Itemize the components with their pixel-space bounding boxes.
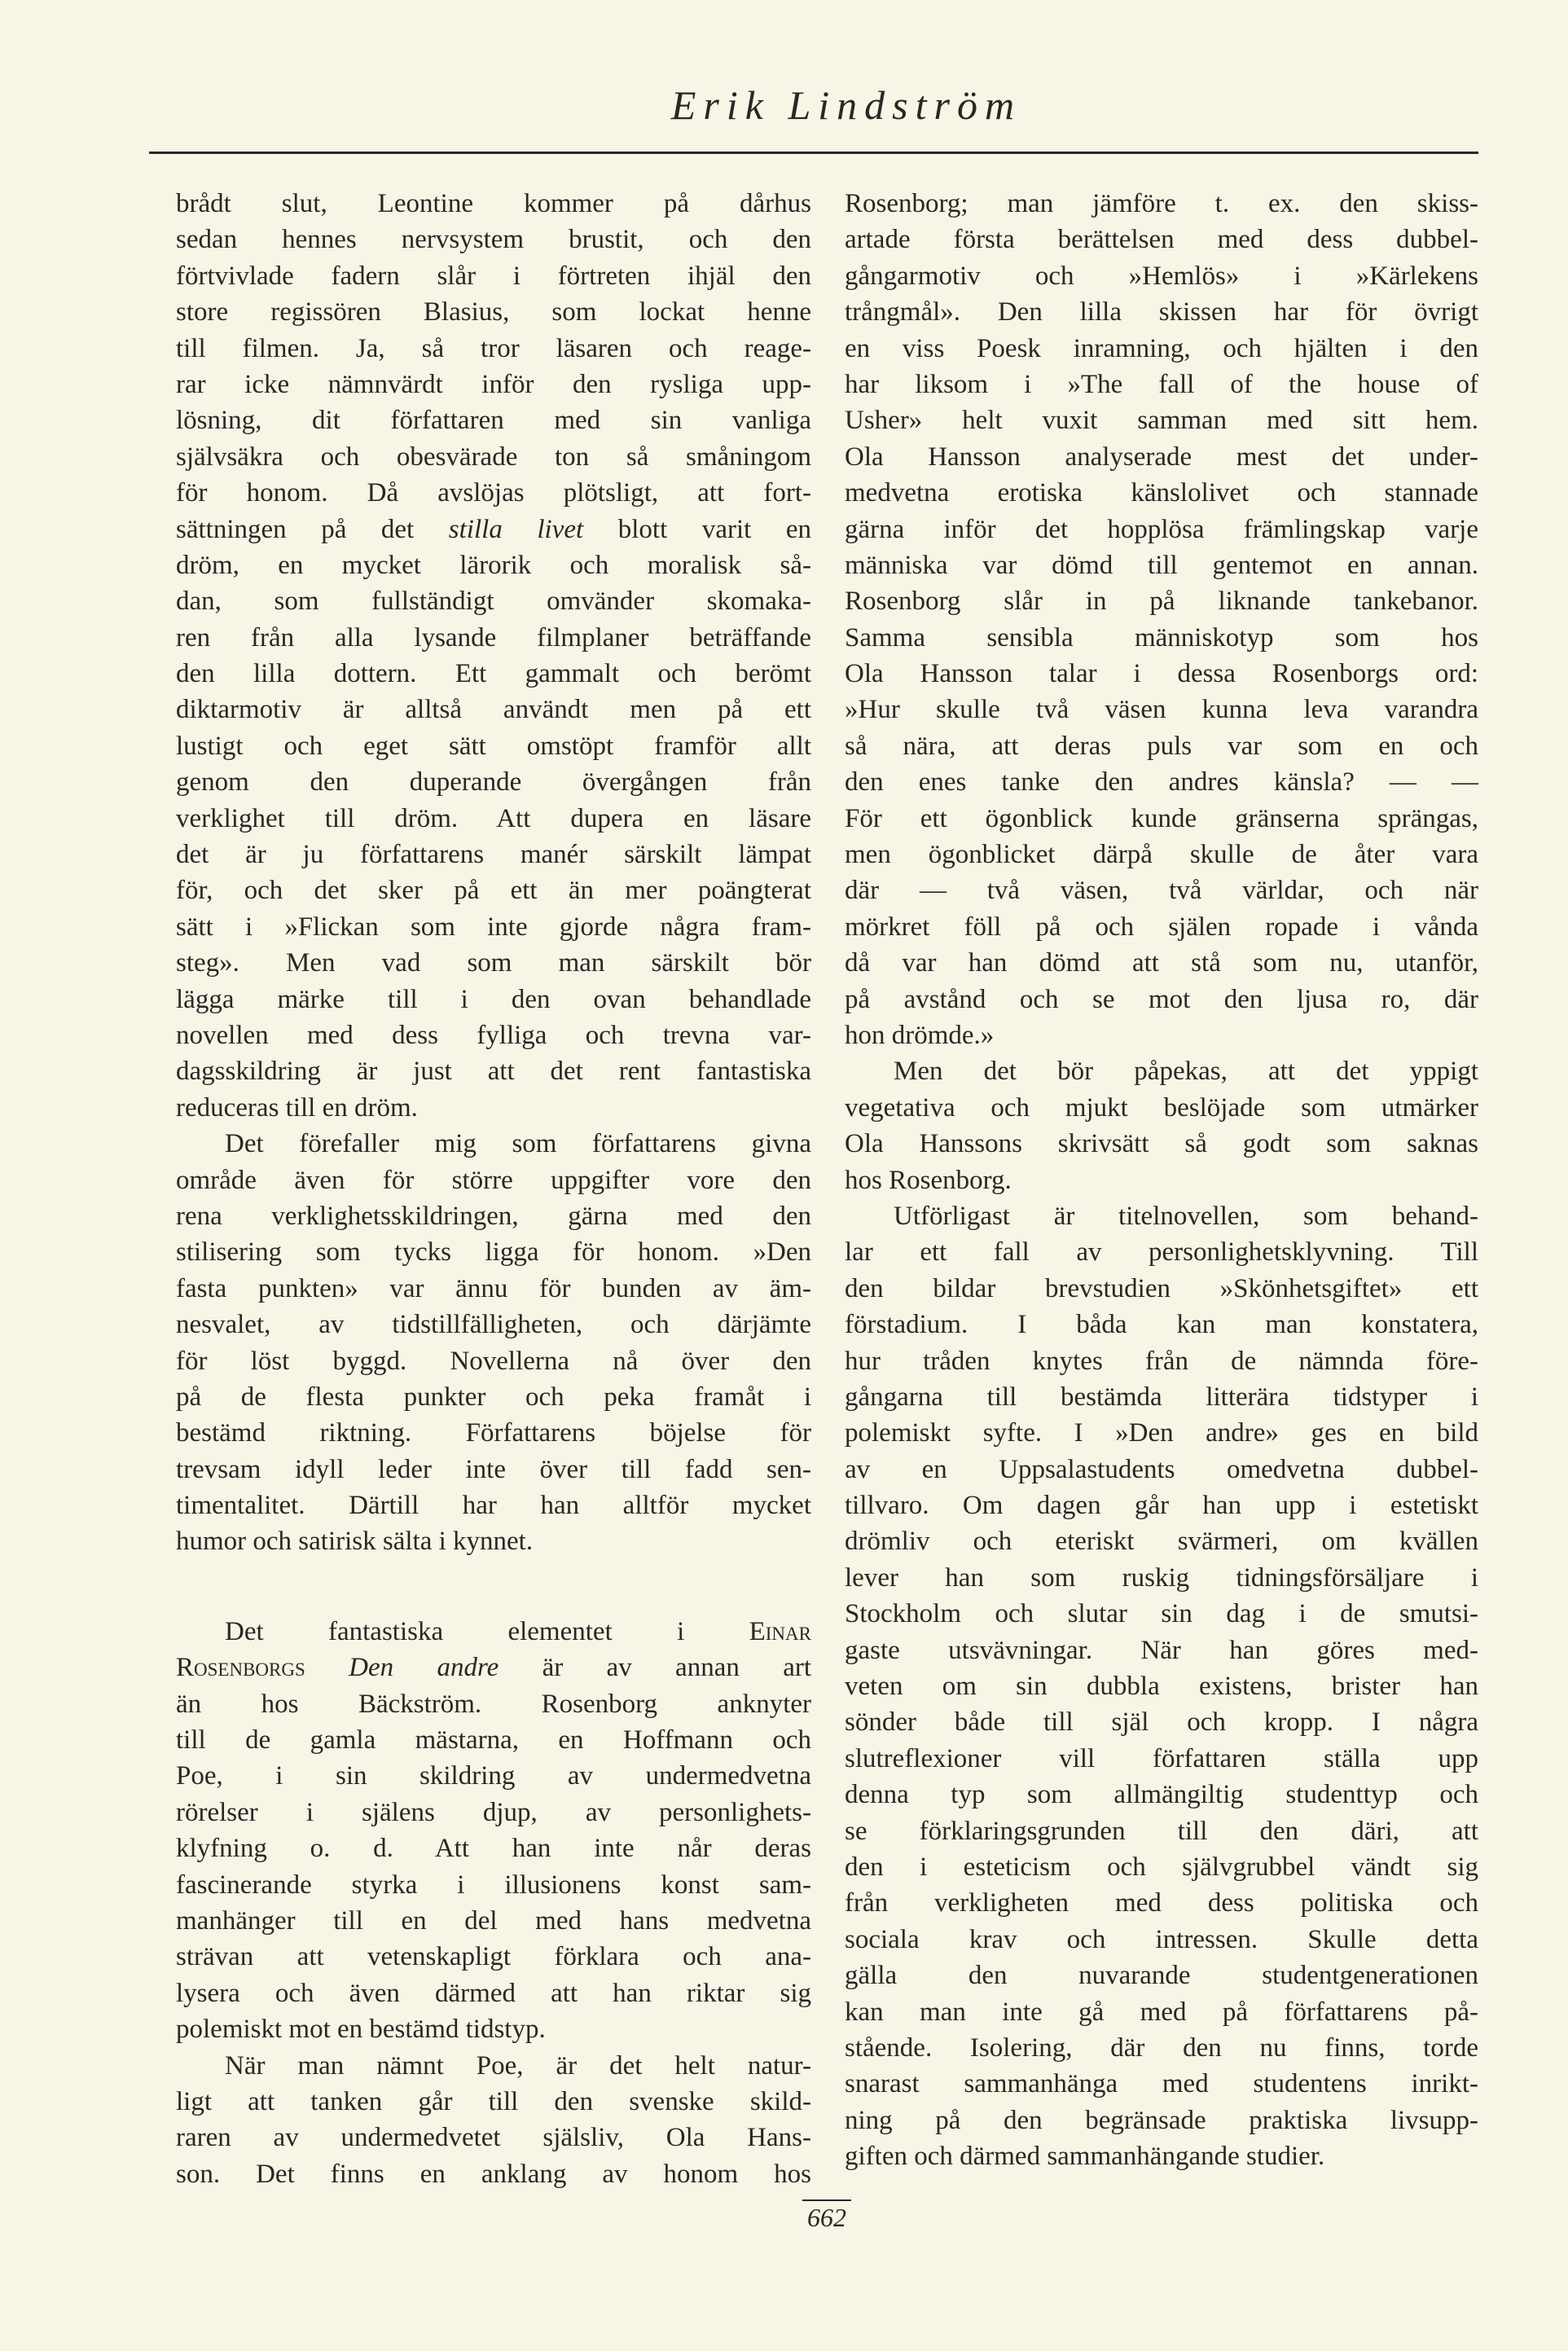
text-line: fasta punkten» var ännu för bunden av äm- (176, 1273, 811, 1303)
text-line: självsäkra och obesvärade ton så småningom (176, 442, 811, 472)
text-line: lar ett fall av personlighetsklyvning. Till (845, 1237, 1478, 1268)
text-line: ligt att tanken går till den svenske skild- (176, 2086, 811, 2116)
text-line: genom den duperande övergången från (176, 767, 811, 798)
text-run: Det fantastiska elementet i (225, 1616, 749, 1646)
text-line: Ola Hansson talar i dessa Rosenborgs ord: (845, 659, 1478, 689)
text-line: till de gamla mästarna, en Hoffmann och (176, 1725, 811, 1756)
text-line: lever han som ruskig tidningsförsäljare i (845, 1562, 1478, 1593)
text-line: dagsskildring är just att det rent fantastiska (176, 1057, 811, 1087)
text-line: diktarmotiv är alltså användt men på ett (176, 695, 811, 725)
text-line: gärna inför det hopplösa främlingskap varje (845, 514, 1478, 544)
text-run: blott varit en (583, 514, 811, 544)
text-line: drömliv och eteriskt svärmeri, om kvällen (845, 1527, 1478, 1557)
text-line: ren från alla lysande filmplaner beträffande (176, 622, 811, 653)
right-column (845, 186, 1478, 2174)
text-line: slutreflexioner vill författaren ställa upp (845, 1743, 1478, 1773)
text-line: gälla den nuvarande studentgenerationen (845, 1961, 1478, 1991)
text-line (176, 512, 811, 547)
text-line: lysera och även därmed att han riktar sig (176, 1978, 811, 2008)
text-line: där — två väsen, två världar, och när (845, 876, 1478, 906)
text-line: »Hur skulle två väsen kunna leva varandra (845, 695, 1478, 725)
text-line: gångarna till bestämda litterära tidstyper i (845, 1382, 1478, 1412)
text-line: rar icke nämnvärdt inför den rysliga upp- (176, 369, 811, 399)
text-line: dan, som fullständigt omvänder skomaka- (176, 587, 811, 617)
text-line: den bildar brevstudien »Skönhetsgiftet» ett (845, 1273, 1478, 1303)
text-line: rena verklighetsskildringen, gärna med den (176, 1201, 811, 1231)
text-line: kan man inte gå med på författarens på- (845, 1997, 1478, 2027)
text-line: Poe, i sin skildring av undermedvetna (176, 1761, 811, 1791)
italic-title: stilla livet (448, 514, 584, 544)
text-run: är av annan art (499, 1653, 811, 1683)
text-line: Ola Hansson analyserade mest det under- (845, 442, 1478, 472)
text-line: strävan att vetenskapligt förklara och ana- (176, 1942, 811, 1972)
text-line: Stockholm och slutar sin dag i de smutsi- (845, 1599, 1478, 1629)
text-line: reduceras till en dröm. (176, 1092, 418, 1123)
text-line: från verkligheten med dess politiska och (845, 1888, 1478, 1918)
text-line: veten om sin dubbla existens, brister han (845, 1672, 1478, 1702)
text-line: klyfning o. d. Att han inte når deras (176, 1834, 811, 1864)
small-caps-name: Einar (749, 1616, 811, 1646)
text-line (176, 1614, 811, 1650)
text-line: sätt i »Flickan som inte gjorde några fram- (176, 912, 811, 942)
text-line: rörelser i själens djup, av personlighets- (176, 1797, 811, 1827)
text-line: nesvalet, av tidstillfälligheten, och därjämte (176, 1310, 811, 1340)
text-line: fascinerande styrka i illusionens konst sam- (176, 1870, 811, 1900)
text-line: av en Uppsalastudents omedvetna dubbel- (845, 1454, 1478, 1484)
text-line: det är ju författarens manér särskilt lämpat (176, 840, 811, 870)
text-run (305, 1653, 349, 1682)
text-line: förstadium. I båda kan man konstatera, (845, 1310, 1478, 1340)
text-line: novellen med dess fylliga och trevna var- (176, 1020, 811, 1050)
text-line: bestämd riktning. Författarens böjelse för (176, 1418, 811, 1448)
text-line: store regissören Blasius, som lockat henne (176, 297, 811, 327)
text-line: stilisering som tycks ligga för honom. »Den (176, 1237, 811, 1268)
text-line: manhänger till en del med hans medvetna (176, 1905, 811, 1936)
text-line: den enes tanke den andres känsla? — — (845, 767, 1478, 798)
text-line: den lilla dottern. Ett gammalt och berömt (176, 659, 811, 689)
text-line: på avstånd och se mot den ljusa ro, där (845, 984, 1478, 1014)
text-line: vegetativa och mjukt beslöjade som utmärker (845, 1092, 1478, 1123)
text-line: Samma sensibla människotyp som hos (845, 622, 1478, 653)
text-line: steg». Men vad som man särskilt bör (176, 948, 811, 978)
text-line: gaste utsvävningar. När han göres med- (845, 1635, 1478, 1665)
text-line: människa var dömd till gentemot en annan. (845, 550, 1478, 580)
paragraph-gap (176, 1560, 811, 1614)
text-line: raren av undermedvetet själsliv, Ola Hans- (176, 2123, 811, 2153)
text-line: gångarmotiv och »Hemlös» i »Kärlekens (845, 261, 1478, 291)
text-line: Usher» helt vuxit samman med sitt hem. (845, 406, 1478, 436)
text-line: artade första berättelsen med dess dubbel- (845, 225, 1478, 255)
text-line: giften och därmed sammanhängande studier. (845, 2142, 1325, 2172)
text-run: sättningen på det (176, 514, 449, 544)
text-line: sedan hennes nervsystem brustit, och den (176, 225, 811, 255)
text-line: timentalitet. Därtill har han alltför mycket (176, 1491, 811, 1521)
text-line: för honom. Då avslöjas plötsligt, att fort- (176, 478, 811, 508)
text-line: trångmål». Den lilla skissen har för övrigt (845, 297, 1478, 327)
text-line: mörkret föll på och själen ropade i vånda (845, 912, 1478, 942)
text-line: trevsam idyll leder inte över till fadd sen- (176, 1454, 811, 1484)
text-line: då var han dömd att stå som nu, utanför, (845, 948, 1478, 978)
text-line: lägga märke till i den ovan behandlade (176, 984, 811, 1014)
text-line: än hos Bäckström. Rosenborg anknyter (176, 1689, 811, 1719)
text-line: hos Rosenborg. (845, 1165, 1012, 1195)
text-line: snarast sammanhänga med studentens inrikt- (845, 2069, 1478, 2099)
text-line: en viss Poesk inramning, och hjälten i den (845, 333, 1478, 363)
text-line: denna typ som allmängiltig studenttyp och (845, 1780, 1478, 1810)
text-line: sociala krav och intressen. Skulle detta (845, 1924, 1478, 1954)
text-line: medvetna erotiska känslolivet och stannade (845, 478, 1478, 508)
text-line (176, 1650, 811, 1685)
text-line: polemiskt syfte. I »Den andre» ges en bild (845, 1418, 1478, 1448)
text-line: Men det bör påpekas, att det yppigt (894, 1057, 1478, 1087)
text-line: så nära, att deras puls var som en och (845, 731, 1478, 761)
left-column (176, 186, 811, 2192)
text-line: för löst byggd. Novellerna nå över den (176, 1346, 811, 1376)
text-line: Rosenborg slår in på liknande tankebanor. (845, 587, 1478, 617)
text-line: på de flesta punkter och peka framåt i (176, 1382, 811, 1412)
text-line: dröm, en mycket lärorik och moralisk så- (176, 550, 811, 580)
text-line: område även för större uppgifter vore den (176, 1165, 811, 1195)
text-line: men ögonblicket därpå skulle de åter vara (845, 840, 1478, 870)
small-caps-name: Rosenborgs (176, 1653, 305, 1683)
text-line: brådt slut, Leontine kommer på dårhus (176, 189, 811, 218)
running-head-author: Erik Lindström (670, 82, 1022, 128)
text-line: den i esteticism och självgrubbel vändt sig (845, 1852, 1478, 1882)
text-line: förtvivlade fadern slår i förtreten ihjäl den (176, 261, 811, 291)
italic-title: Den andre (349, 1653, 499, 1683)
text-line: humor och satirisk sälta i kynnet. (176, 1527, 534, 1557)
text-line: lustigt och eget sätt omstöpt framför allt (176, 731, 811, 761)
text-line: ning på den begränsade praktiska livsupp- (845, 2105, 1478, 2135)
text-line: tillvaro. Om dagen går han upp i estetiskt (845, 1491, 1478, 1521)
text-line: har liksom i »The fall of the house of (845, 369, 1478, 399)
text-line: Rosenborg; man jämföre t. ex. den skiss- (845, 189, 1478, 218)
text-line: Det förefaller mig som författarens givna (225, 1129, 811, 1159)
text-line: stående. Isolering, där den nu finns, torde (845, 2032, 1478, 2063)
text-line: till filmen. Ja, så tror läsaren och reage- (176, 333, 811, 363)
text-line: För ett ögonblick kunde gränserna sprängas, (845, 803, 1478, 833)
text-line: polemiskt mot en bestämd tidstyp. (176, 2015, 546, 2045)
text-line: När man nämnt Poe, är det helt natur- (225, 2050, 811, 2081)
header-rule (149, 152, 1478, 154)
text-line: sönder både till själ och kropp. I några (845, 1707, 1478, 1738)
text-line: son. Det finns en anklang av honom hos (176, 2159, 811, 2189)
text-line: för, och det sker på ett än mer poängterat (176, 876, 811, 906)
text-line: se förklaringsgrunden till den däri, att (845, 1816, 1478, 1846)
text-line: verklighet till dröm. Att dupera en läsare (176, 803, 811, 833)
page-number: 662 (802, 2199, 851, 2233)
text-line: lösning, dit författaren med sin vanliga (176, 406, 811, 436)
text-line: Ola Hanssons skrivsätt så godt som saknas (845, 1129, 1478, 1159)
text-line: hon drömde.» (845, 1020, 995, 1050)
text-line: hur tråden knytes från de nämnda före- (845, 1346, 1478, 1376)
text-line: Utförligast är titelnovellen, som behand- (894, 1201, 1478, 1231)
